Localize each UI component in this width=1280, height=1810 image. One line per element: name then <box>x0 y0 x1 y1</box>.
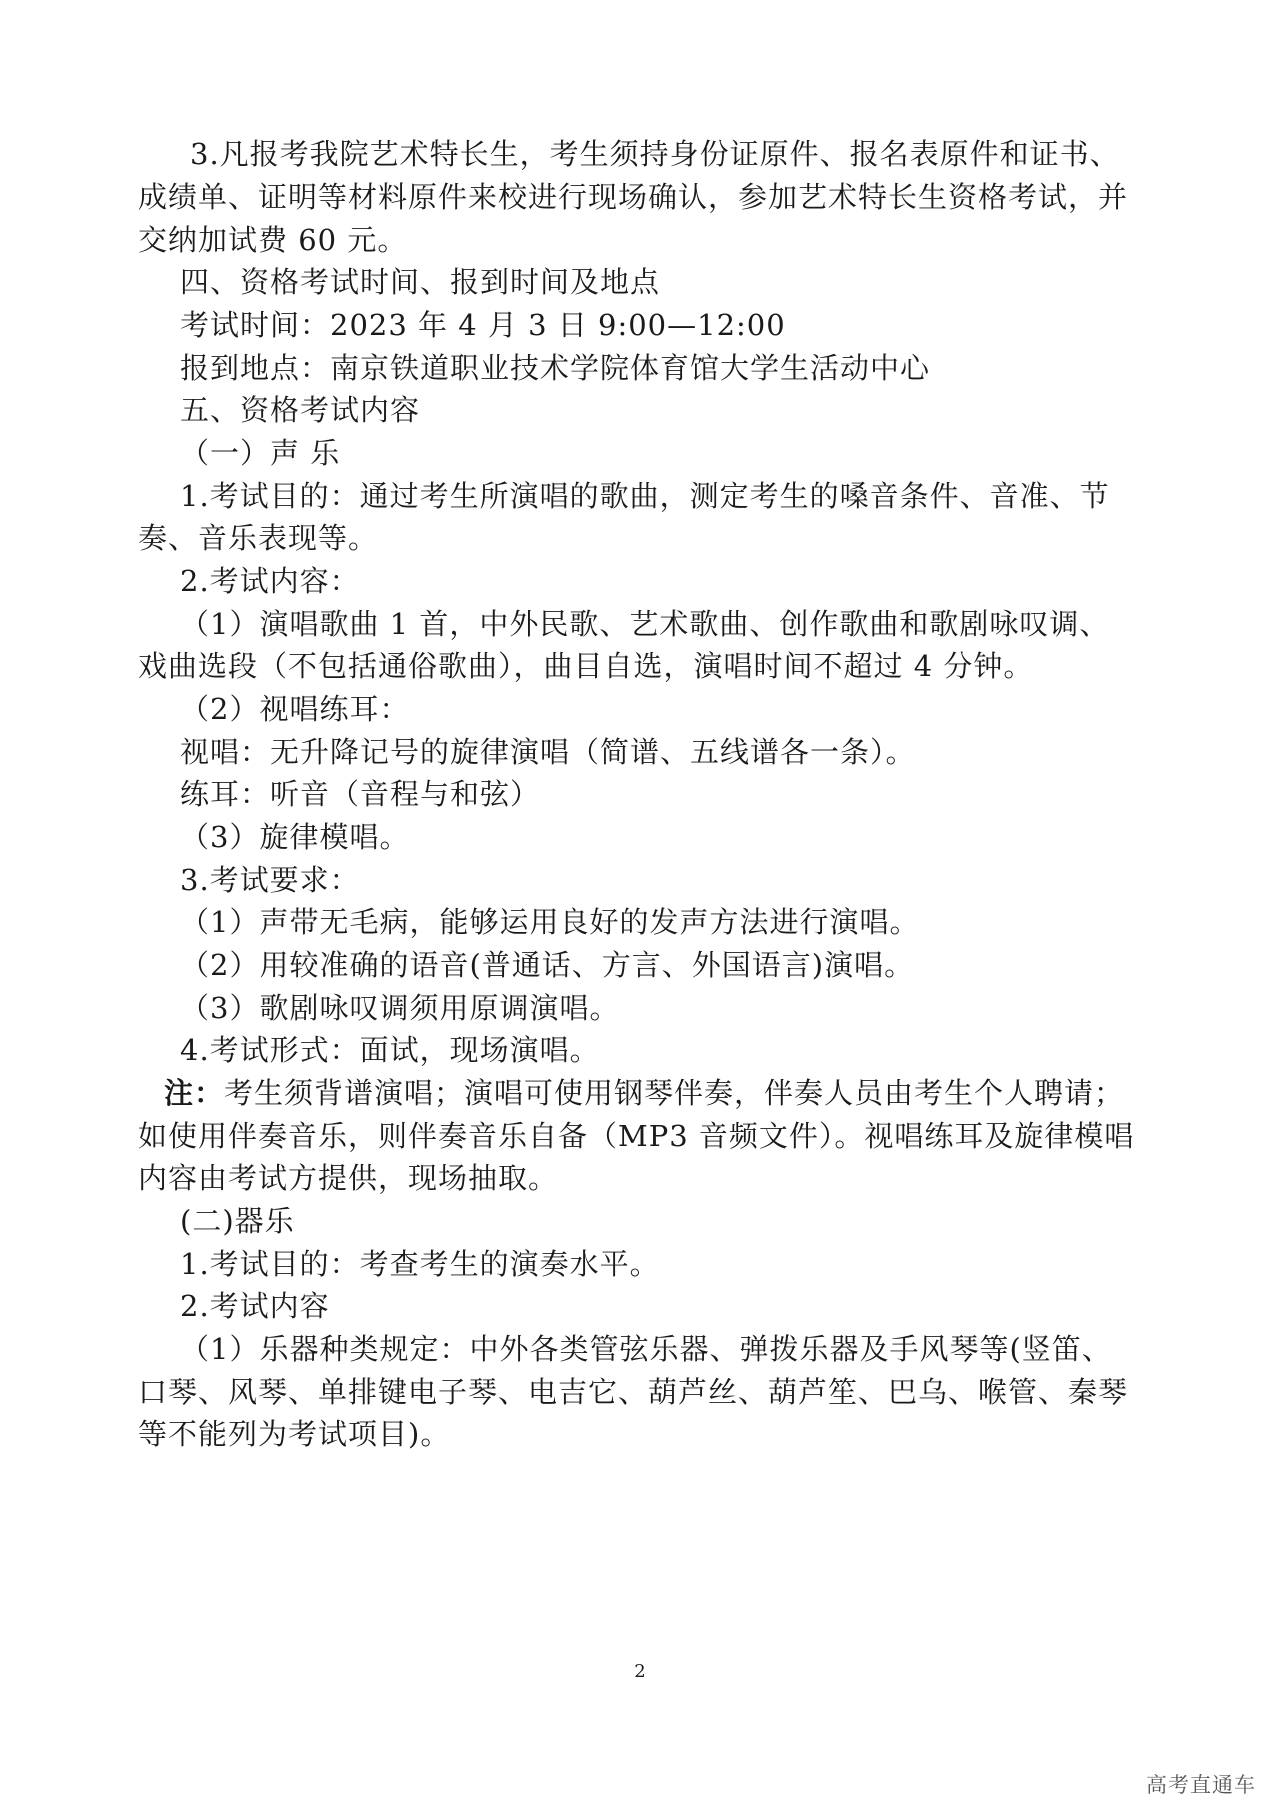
page-number: 2 <box>634 1661 646 1682</box>
text-line: 交纳加试费 60 元。 <box>138 223 408 257</box>
subsection-heading: (二)器乐 <box>180 1204 295 1238</box>
text-line: 视唱：无升降记号的旋律演唱（简谱、五线谱各一条）。 <box>180 735 916 769</box>
watermark: 高考直通车 <box>1146 1773 1256 1797</box>
text-line: （1）声带无毛病，能够运用良好的发声方法进行演唱。 <box>180 905 920 939</box>
text-line: 口琴、风琴、单排键电子琴、电吉它、葫芦丝、葫芦笙、巴乌、喉管、秦琴 <box>138 1375 1129 1409</box>
text-line: （3）歌剧咏叹调须用原调演唱。 <box>180 991 620 1025</box>
text-line: 等不能列为考试项目)。 <box>138 1417 451 1451</box>
text-line: 戏曲选段（不包括通俗歌曲），曲目自选，演唱时间不超过 4 分钟。 <box>138 649 1034 683</box>
text-line: 奏、音乐表现等。 <box>138 521 379 555</box>
text-line: 报到地点：南京铁道职业技术学院体育馆大学生活动中心 <box>180 351 931 385</box>
text-line: 如使用伴奏音乐，则伴奏音乐自备（MP3 音频文件）。视唱练耳及旋律模唱 <box>138 1119 1135 1153</box>
text-line: （1）演唱歌曲 1 首，中外民歌、艺术歌曲、创作歌曲和歌剧咏叹调、 <box>180 607 1110 641</box>
text-line: 内容由考试方提供，现场抽取。 <box>138 1161 559 1195</box>
text-line: 1.考试目的：考查考生的演奏水平。 <box>180 1247 660 1281</box>
text-line: （3）旋律模唱。 <box>180 820 410 854</box>
note-line <box>164 1073 1280 1113</box>
subsection-heading: （一）声 乐 <box>180 436 341 470</box>
text-line: 1.考试目的：通过考生所演唱的歌曲，测定考生的嗓音条件、音准、节 <box>180 479 1110 513</box>
text-line: 练耳：听音（音程与和弦） <box>180 777 541 811</box>
text-line: 3.考试要求： <box>180 863 360 897</box>
text-line: 成绩单、证明等材料原件来校进行现场确认，参加艺术特长生资格考试，并 <box>138 180 1129 214</box>
note-text: 考生须背谱演唱；演唱可使用钢琴伴奏，伴奏人员由考生个人聘请； <box>224 1076 1125 1110</box>
text-line: 2.考试内容： <box>180 564 360 598</box>
text-line: 4.考试形式：面试，现场演唱。 <box>180 1033 600 1067</box>
note-label: 注： <box>164 1076 225 1110</box>
text-line: （2）视唱练耳： <box>180 692 410 726</box>
section-heading: 四、资格考试时间、报到时间及地点 <box>180 265 661 299</box>
text-line: （2）用较准确的语音(普通话、方言、外国语言)演唱。 <box>180 948 915 982</box>
text-line: （1）乐器种类规定：中外各类管弦乐器、弹拨乐器及手风琴等(竖笛、 <box>180 1332 1112 1366</box>
text-line: 考试时间：2023 年 4 月 3 日 9:00—12:00 <box>180 308 786 342</box>
text-line: 2.考试内容 <box>180 1289 330 1323</box>
text-line: 3.凡报考我院艺术特长生，考生须持身份证原件、报名表原件和证书、 <box>190 137 1120 171</box>
section-heading: 五、资格考试内容 <box>180 393 421 427</box>
